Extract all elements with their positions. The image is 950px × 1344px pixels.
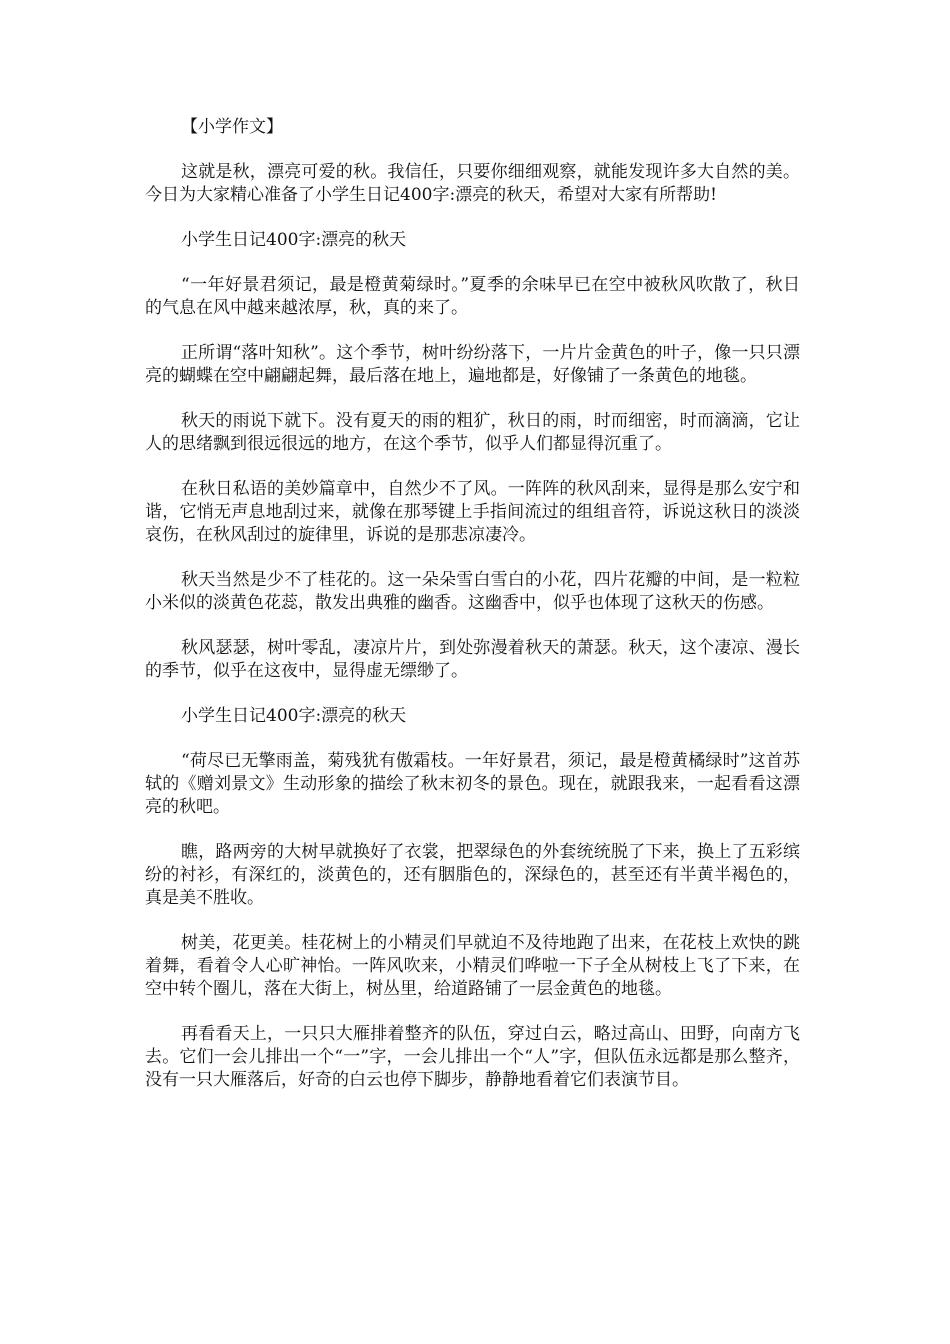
body-paragraph: 再看看天上，一只只大雁排着整齐的队伍，穿过白云，略过高山、田野，向南方飞去。它们一会儿排出一个“一”字，一会儿排出一个“人”字，但队伍永远都是那么整齐，没有一只大雁落后，好奇的白云也停下脚步，静静地看着它们表演节目。 (145, 1024, 800, 1090)
body-paragraph: 秋风瑟瑟，树叶零乱，凄凉片片，到处弥漫着秋天的萧瑟。秋天，这个凄凉、漫长的季节，似乎在这夜中，显得虚无缥缈了。 (145, 638, 800, 681)
body-paragraph: 树美，花更美。桂花树上的小精灵们早就迫不及待地跑了出来，在花枝上欢快的跳着舞，看着令人心旷神怡。一阵风吹来，小精灵们哗啦一下子全从树枝上飞了下来，在空中转个圈儿，落在大街上，树丛里，给道路铺了一层金黄色的地毯。 (145, 933, 800, 999)
document-page (145, 116, 800, 1114)
body-paragraph: “一年好景君须记，最是橙黄菊绿时。”夏季的余味早已在空中被秋风吹散了，秋日的气息在风中越来越浓厚，秋，真的来了。 (145, 275, 800, 318)
body-paragraph: 秋天的雨说下就下。没有夏天的雨的粗犷，秋日的雨，时而细密，时而滴滴，它让人的思绪飘到很远很远的地方，在这个季节，似乎人们都显得沉重了。 (145, 411, 800, 454)
section-title: 小学生日记400字:漂亮的秋天 (181, 706, 407, 726)
category-label: 【小学作文】 (181, 117, 283, 137)
section-title: 小学生日记400字:漂亮的秋天 (181, 230, 407, 250)
body-paragraph: 瞧，路两旁的大树早就换好了衣裳，把翠绿色的外套统统脱了下来，换上了五彩缤纷的衬衫，有深红的，淡黄色的，还有胭脂色的，深绿色的，甚至还有半黄半褐色的，真是美不胜收。 (145, 842, 800, 908)
body-paragraph: 在秋日私语的美妙篇章中，自然少不了风。一阵阵的秋风刮来，显得是那么安宁和谐，它悄无声息地刮过来，就像在那琴键上手指间流过的组组音符，诉说这秋日的淡淡哀伤，在秋风刮过的旋律里，诉说的是那悲凉凄冷。 (145, 479, 800, 545)
intro-paragraph: 这就是秋，漂亮可爱的秋。我信任，只要你细细观察，就能发现许多大自然的美。今日为大家精心准备了小学生日记400字:漂亮的秋天，希望对大家有所帮助! (145, 162, 800, 205)
body-paragraph: 秋天当然是少不了桂花的。这一朵朵雪白雪白的小花，四片花瓣的中间，是一粒粒小米似的淡黄色花蕊，散发出典雅的幽香。这幽香中，似乎也体现了这秋天的伤感。 (145, 570, 800, 613)
body-paragraph: “荷尽已无擎雨盖，菊残犹有傲霜枝。一年好景君，须记，最是橙黄橘绿时”这首苏轼的《赠刘景文》生动形象的描绘了秋末初冬的景色。现在，就跟我来，一起看看这漂亮的秋吧。 (145, 751, 800, 817)
body-paragraph: 正所谓“落叶知秋”。这个季节，树叶纷纷落下，一片片金黄色的叶子，像一只只漂亮的蝴蝶在空中翩翩起舞，最后落在地上，遍地都是，好像铺了一条黄色的地毯。 (145, 343, 800, 386)
